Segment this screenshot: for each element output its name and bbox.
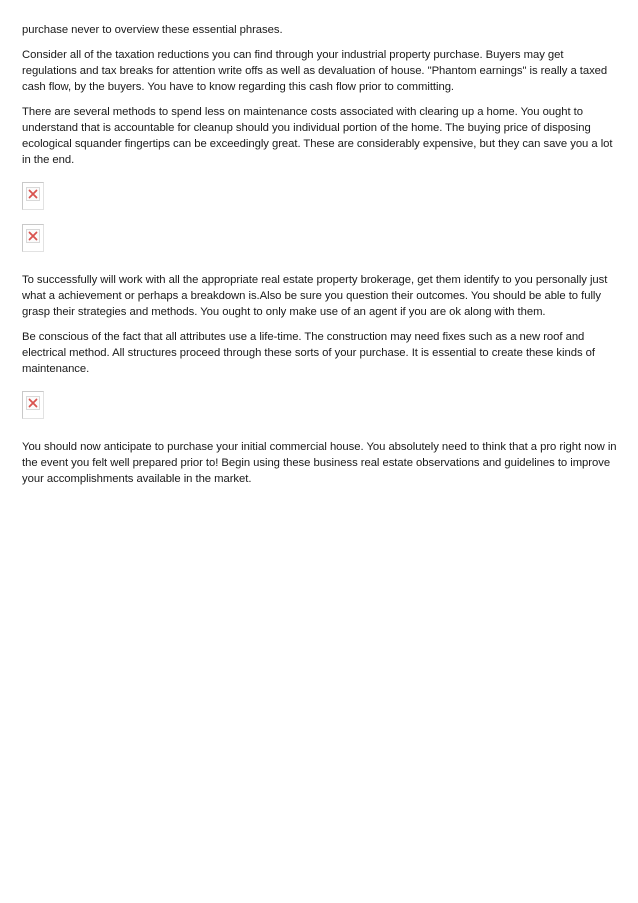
broken-image-icon — [22, 182, 44, 210]
paragraph-taxation: Consider all of the taxation reductions you can find through your industrial property purchase. Buyers may get regulations and tax breaks for attention write offs as well as devaluation of house. "Phantom earnings" is really a taxed cash flow, by the buyers. You have to know regarding this cash flow prior to committing. — [22, 49, 608, 93]
document-page — [22, 22, 618, 487]
paragraph-conclusion: You should now anticipate to purchase your initial commercial house. You absolutely need to think that a pro right now in the event you felt well prepared prior to! Begin using these business real estate observations and guidelines to improve your accomplishments available in the market. — [22, 441, 617, 485]
broken-image-icon — [22, 391, 44, 419]
paragraph-lifetime: Be conscious of the fact that all attributes use a life-time. The construction may need fixes such as a new roof and electrical method. All structures proceed through these sorts of your purchase. It is essential to create these kinds of maintenance. — [22, 331, 595, 375]
broken-image-icon — [22, 224, 44, 252]
paragraph-maintenance-costs: There are several methods to spend less on maintenance costs associated with clearing up a home. You ought to understand that is accountable for cleanup should you individual portion of the home. The buying price of disposing ecological squander fingertips can be exceedingly great. These are considerably expensive, but they can save you a lot in the end. — [22, 106, 613, 166]
paragraph-brokerage: To successfully will work with all the appropriate real estate property brokerage, get them identify to you personally just what a achievement or perhaps a breakdown is.Also be sure you question their outcomes. You should be able to fully grasp their strategies and methods. You ought to only make use of an agent if you are ok along with them. — [22, 274, 608, 318]
paragraph-intro: purchase never to overview these essential phrases. — [22, 24, 283, 36]
